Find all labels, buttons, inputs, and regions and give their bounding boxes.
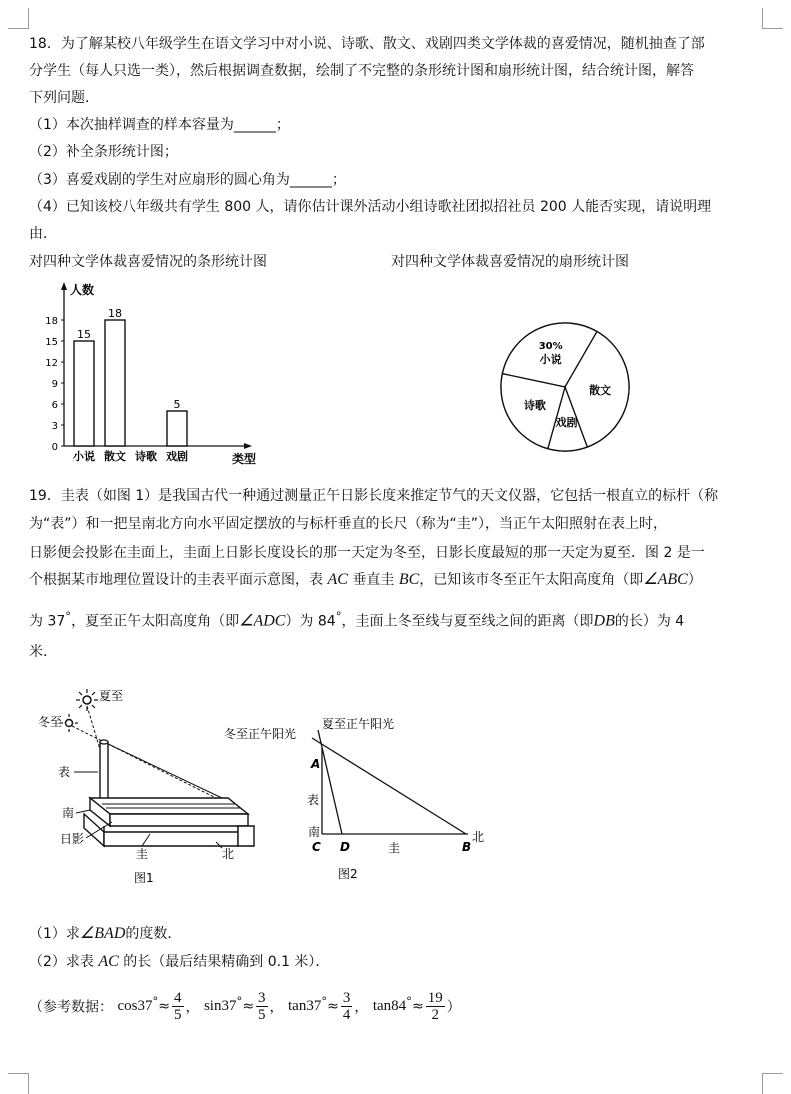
q19-subquestion-1 — [29, 924, 181, 944]
fraction-3-5 — [256, 990, 268, 1023]
q18-stem-line-1: 18．为了解某校八年级学生在语文学习中对小说、诗歌、散文、戏剧四类文学体裁的喜爱情况，随机抽查了部 — [29, 36, 705, 52]
bar-chart-y-label: 人数 — [70, 283, 95, 297]
q19-line-4-text-a: 个根据某市地理位置设计的圭表平面示意图，表 — [29, 572, 328, 588]
y-tick-label: 12 — [45, 358, 58, 369]
angle-abc: ∠ABC — [643, 571, 688, 588]
q19-text-line-6: 米． — [29, 644, 57, 660]
figure-1-caption: 图1 — [134, 871, 154, 885]
point-d-label: D — [340, 840, 350, 854]
q19-line-4-text-b: 垂直圭 — [347, 572, 399, 588]
point-b-label: B — [462, 840, 472, 854]
figure-2-geometry-diagram — [222, 686, 492, 901]
denominator: 5 — [174, 1007, 182, 1023]
point-a-label: A — [311, 757, 321, 771]
fig2-summer-light-label: 夏至正午阳光 — [322, 717, 395, 731]
fig1-south-label: 南 — [62, 806, 75, 820]
x-category-label: 散文 — [104, 450, 126, 463]
fig2-biao-label: 表 — [307, 793, 320, 807]
q19-sub2-text-b: 的长（最后结果精确到 0.1 米）． — [118, 954, 330, 970]
fig1-summer-label: 夏至 — [99, 689, 124, 703]
q18-subquestion-4-line-2: 由． — [29, 226, 57, 242]
fig1-shadow-label: 日影 — [60, 832, 85, 846]
winter-sunlight-line — [312, 738, 466, 834]
fig2-south-label: 南 — [308, 825, 321, 839]
y-tick-label: 0 — [51, 442, 58, 453]
fig2-gui-label: 圭 — [388, 841, 401, 855]
q19-text-line-2: 为“表”）和一把呈南北方向水平固定摆放的与标杆垂直的长尺（称为“圭”），当正午太阳照射在表上时， — [29, 516, 668, 532]
approx-sign: ≈ — [242, 998, 255, 1015]
q19-sub2-text-a: （2）求表 — [29, 954, 99, 970]
gnomon-post — [100, 742, 108, 804]
x-category-label: 戏剧 — [166, 450, 188, 463]
q18-subquestion-2: （2）补全条形统计图； — [29, 144, 178, 160]
x-category-label: 诗歌 — [135, 450, 157, 463]
pie-slice-label: 戏剧 — [555, 416, 578, 430]
bar-chart-y-ticks — [45, 316, 64, 453]
bar-1 — [105, 320, 125, 446]
q19-text-line-5 — [29, 606, 684, 632]
approx-sign: ≈ — [327, 998, 339, 1015]
point-c-label: C — [312, 840, 321, 854]
degree-sign: ° — [236, 993, 243, 1008]
tan84: tan84 — [372, 998, 407, 1014]
fig2-north-label: 北 — [472, 830, 485, 844]
fraction-3-4 — [341, 990, 353, 1023]
denominator: 5 — [258, 1007, 266, 1023]
ref-close: ） — [446, 999, 461, 1016]
q19-text-line-1: 19．圭表（如图 1）是我国古代一种通过测量正午日影长度来推定节气的天文仪器，它包括一根直立的标杆（称 — [29, 488, 719, 504]
approx-sign: ≈ — [158, 998, 171, 1015]
numerator: 3 — [342, 990, 351, 1006]
bar-chart-bars — [73, 307, 188, 463]
q19-line-5-text-d: ，圭面上冬至线与夏至线之间的距离（即 — [341, 613, 594, 630]
q18-subquestion-4-line-1: （4）已知该校八年级共有学生 800 人，请你估计课外活动小组诗歌社团拟招社员 200 人能否实现，请说明理 — [29, 199, 712, 215]
bar-chart-caption: 对四种文学体裁喜爱情况的条形统计图 — [29, 254, 267, 270]
fraction-19-2 — [426, 990, 445, 1023]
degree-sign: ° — [65, 609, 72, 623]
corner-mark-top-right — [762, 8, 783, 29]
corner-mark-bottom-left — [8, 1073, 29, 1094]
corner-mark-bottom-right — [762, 1073, 783, 1094]
numerator: 4 — [174, 990, 182, 1006]
bar-0 — [74, 341, 94, 446]
y-tick-label: 3 — [51, 421, 58, 432]
fig1-biao-label: 表 — [58, 765, 71, 779]
reference-data — [29, 990, 461, 1023]
q18-stem-line-3: 下列问题． — [29, 90, 99, 106]
q19-line-5-text-c: ）为 84 — [285, 613, 336, 630]
bar-chart-x-axis-arrow — [244, 443, 252, 449]
degree-sign: ° — [406, 993, 412, 1008]
tan37: tan37 — [288, 998, 322, 1014]
y-tick-label: 9 — [51, 379, 58, 390]
bar-chart — [30, 280, 270, 470]
comma: ， — [269, 999, 284, 1016]
approx-sign: ≈ — [412, 998, 424, 1015]
summer-sun-icon — [83, 696, 91, 704]
degree-sign: ° — [335, 609, 342, 623]
fig2-winter-light-label: 冬至正午阳光 — [224, 727, 297, 741]
figure-2-caption: 图2 — [338, 867, 358, 881]
pie-chart — [495, 317, 635, 457]
bar-chart-x-label: 类型 — [232, 452, 257, 466]
bar-chart-y-axis-arrow — [61, 282, 67, 290]
q18-subquestion-1: （1）本次抽样调查的样本容量为______； — [29, 117, 290, 133]
bar-data-label: 15 — [77, 328, 91, 341]
degree-sign: ° — [321, 993, 328, 1008]
winter-sun-rays — [60, 714, 78, 732]
winter-ray — [72, 726, 228, 804]
y-tick-label: 15 — [45, 337, 58, 348]
degree-sign: ° — [152, 993, 159, 1008]
segment-db: DB — [593, 612, 615, 630]
numerator: 19 — [427, 990, 443, 1006]
q19-line-5-text-b: ，夏至正午太阳高度角（即 — [71, 613, 240, 630]
fig1-winter-label: 冬至 — [38, 715, 63, 729]
fig1-gui-label: 圭 — [136, 847, 149, 861]
q19-line-4-text-c: ，已知该市冬至正午太阳高度角（即 — [419, 572, 644, 588]
numerator: 3 — [258, 990, 266, 1006]
bar-data-label: 18 — [108, 307, 122, 320]
shadow-line — [104, 742, 222, 798]
x-category-label: 小说 — [73, 450, 95, 463]
q19-line-4-text-d: ） — [687, 572, 702, 588]
segment-ac: AC — [327, 571, 348, 588]
y-tick-label: 18 — [45, 316, 58, 327]
pie-slice-label: 散文 — [589, 383, 612, 397]
bar-data-label: 5 — [173, 398, 181, 411]
q19-sub1-text-b: 的度数． — [125, 926, 182, 942]
angle-bad: ∠BAD — [79, 925, 126, 942]
segment-bc: BC — [398, 571, 420, 588]
q19-sub1-text-a: （1）求 — [29, 926, 80, 942]
ref-open: （参考数据： — [29, 999, 113, 1016]
fraction-4-5 — [172, 990, 184, 1023]
pie-value-label: 30% — [538, 340, 563, 352]
q19-text-line-4 — [29, 570, 702, 590]
q19-subquestion-2 — [29, 952, 329, 972]
comma: ， — [185, 999, 200, 1016]
segment-ac: AC — [98, 953, 119, 970]
sin37: sin37 — [203, 998, 237, 1014]
winter-sun-icon — [66, 720, 73, 727]
q18-stem-line-2: 分学生（每人只选一类），然后根据调查数据，绘制了不完整的条形统计图和扇形统计图，结合统计图，解答 — [29, 63, 694, 79]
comma: ， — [354, 999, 369, 1016]
denominator: 2 — [431, 1007, 439, 1023]
fig1-north-label: 北 — [222, 847, 235, 861]
pie-slice-label: 小说 — [539, 352, 562, 366]
q18-subquestion-3: （3）喜爱戏剧的学生对应扇形的圆心角为______； — [29, 172, 346, 188]
angle-adc: ∠ADC — [239, 612, 286, 630]
pie-chart-caption: 对四种文学体裁喜爱情况的扇形统计图 — [391, 254, 629, 270]
y-tick-label: 6 — [51, 400, 58, 411]
q19-text-line-3: 日影便会投影在圭面上，圭面上日影长度设长的那一天定为冬至，日影长度最短的那一天定为夏至．图 2 是一 — [29, 545, 705, 561]
cos37: cos37 — [117, 998, 153, 1014]
q19-line-5-text-a: 为 37 — [29, 613, 66, 630]
q19-line-5-text-e: 的长）为 4 — [614, 613, 685, 630]
bar-3 — [167, 411, 187, 446]
denominator: 4 — [342, 1007, 351, 1023]
pie-slice-label: 诗歌 — [523, 399, 546, 413]
corner-mark-top-left — [8, 8, 29, 29]
pie-chart-slices — [501, 323, 629, 451]
